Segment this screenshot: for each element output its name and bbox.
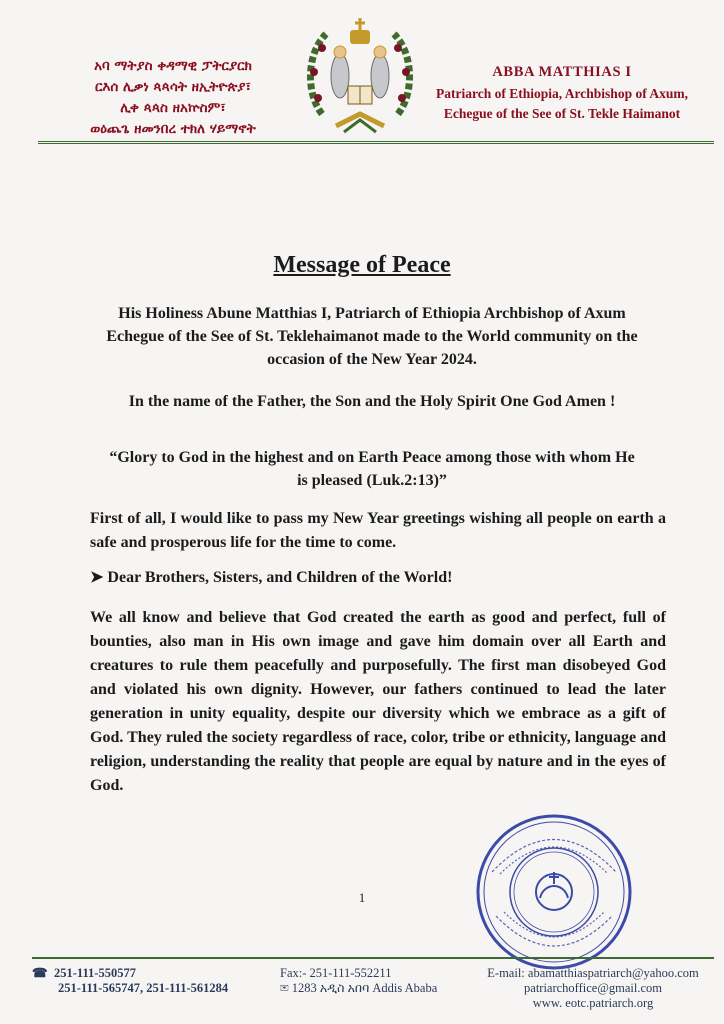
footer-divider: [32, 957, 714, 959]
amharic-line-3: ሊቀ ጳጳስ ዘአኵስም፣: [120, 100, 226, 116]
patriarch-name: ABBA MATTHIAS I: [492, 64, 632, 80]
page-number: 1: [358, 890, 366, 905]
intro-paragraph: His Holiness Abune Matthias I, Patriarch of Ethiopia Archbishop of Axum Echegue of the See of St. Teklehaimanot made to the World community on the occasion of the New Year 2024.: [106, 305, 638, 368]
address-bullet: [90, 566, 666, 590]
invocation-paragraph: In the name of the Father, the Son and the Holy Spirit One God Amen !: [128, 393, 616, 410]
website-link[interactable]: www. eotc.patriarch.org: [532, 996, 654, 1010]
address-text: Dear Brothers, Sisters, and Children of the World!: [107, 569, 453, 586]
mailbox-icon: ✉: [280, 981, 289, 995]
official-seal-stamp-icon: [474, 812, 634, 972]
footer-fax-address: [280, 966, 437, 996]
patriarch-title-line-1: Patriarch of Ethiopia, Archbishop of Axum,: [436, 86, 688, 101]
arrow-bullet-icon: ➤: [90, 569, 104, 586]
phone-number-2: 251-111-565747, 251-111-561284: [58, 981, 229, 995]
greeting-paragraph: First of all, I would like to pass my New Year greetings wishing all people on earth a safe and prosperous life for the time to come.: [90, 510, 666, 551]
amharic-line-1: አባ ማትያስ ቀዳማዊ ፓትርያርክ: [94, 58, 252, 74]
page-title: Message of Peace: [273, 252, 451, 278]
fax-number: Fax:- 251-111-552211: [280, 966, 392, 980]
body-paragraph: We all know and believe that God created the earth as good and perfect, full of bounties, also man in His own image and gave him domain over all Earth and creatures to rule them peacefully and purposefully. The first man disobeyed God and violated his own dignity. However, our fathers continued to lead the later generation in unity equality, despite our diversity which we embrace as a gift of God. They ruled the society regardless of race, color, tribe or ethnicity, language and religion, understanding the reality that people are equal by nature and in the eyes of God.: [90, 609, 666, 794]
po-box: 1283 አዲስ አበባ Addis Ababa: [291, 981, 438, 995]
header-divider: [38, 141, 714, 146]
footer-contact: [468, 966, 718, 1011]
footer-phones: [32, 966, 228, 996]
english-letterhead: [412, 60, 712, 124]
phone-number-1: 251-111-550577: [54, 966, 136, 980]
amharic-letterhead: [42, 56, 304, 140]
email-address-2[interactable]: patriarchoffice@gmail.com: [524, 981, 662, 995]
amharic-line-2: ርእሰ ሊቃነ ጳጳሳት ዘኢትዮጵያ፣: [94, 79, 252, 95]
scripture-quote: “Glory to God in the highest and on Earth Peace among those with whom He is pleased (Luk.2:13)”: [109, 449, 635, 489]
telephone-icon: ☎: [32, 966, 48, 980]
amharic-line-4: ወዕጨጌ ዘመንበረ ተክለ ሃይማኖት: [90, 121, 256, 137]
email-address[interactable]: E-mail: abamatthiaspatriarch@yahoo.com: [487, 966, 699, 980]
patriarch-title-line-2: Echegue of the See of St. Tekle Haimanot: [443, 106, 681, 121]
patriarchate-emblem-icon: [300, 14, 420, 138]
